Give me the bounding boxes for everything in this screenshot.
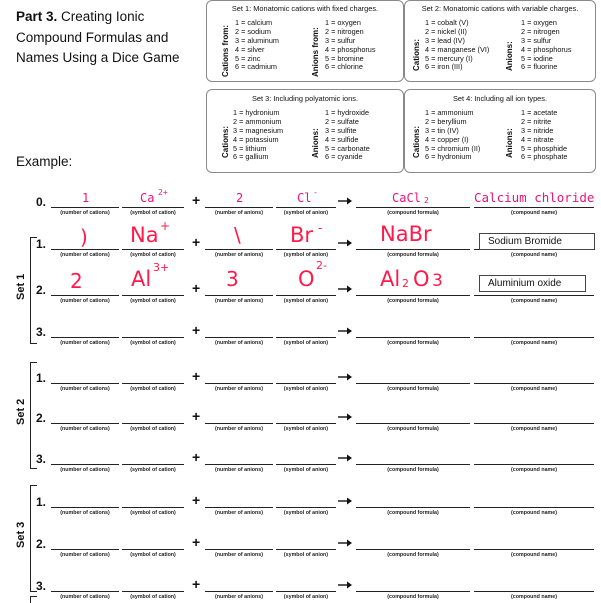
caption-num-anions: (number of anions) [215,386,263,392]
caption-num-anions: (number of anions) [215,210,263,216]
plus-sign: + [192,492,201,508]
set1-anion: 2 = nitrogen [325,26,364,36]
example-num-cations: 1 [82,191,90,205]
handwritten-cation-symbol: Al [131,267,152,291]
answer-blank-name[interactable] [474,591,594,592]
example-cation-symbol: Ca [140,191,155,205]
answer-blank-num-cations[interactable] [51,295,119,296]
set2-cation: 5 = mercury (I) [425,53,473,63]
caption-num-anions: (number of anions) [215,426,263,432]
set3-bracket [30,485,37,592]
set3-box [206,89,404,173]
answer-blank-sym-anion[interactable] [276,464,336,465]
handwritten-num-cations: 2 [70,269,83,293]
set4-cation: 2 = beryllium [425,116,467,126]
arrow-icon [338,534,352,542]
set3-anion: 6 = cyanide [325,152,363,162]
example-num-anions: 2 [236,191,244,205]
handwritten-anion-symbol: Br [290,223,314,247]
set2-anion: 1 = oxygen [521,18,557,27]
caption-sym-cation: (symbol of cation) [130,386,176,392]
arrow-icon [338,192,352,200]
answer-blank-num-anions[interactable] [205,249,273,250]
answer-blank-sym-cation[interactable] [122,383,184,384]
caption-sym-anion: (symbol of anion) [283,552,329,558]
set3-anions-label: Anions: [311,128,320,158]
set2-anion: 4 = phosphorus [521,44,572,54]
set4-anion: 2 = nitrite [521,116,552,126]
set1-cations-label: Cations from: [221,25,230,77]
caption-num-cations: (number of cations) [60,386,110,392]
part-title [16,7,206,69]
compound-row [0,369,601,393]
caption-name: (compound name) [511,510,557,516]
answer-blank-formula[interactable] [356,591,470,592]
set2-box [404,0,596,82]
answer-blank-num-anions[interactable] [205,507,273,508]
set3-cations-label: Cations: [221,126,230,158]
example-anion-symbol: Cl [297,191,312,205]
set3-cation: 5 = lithium [233,143,267,153]
answer-blank-formula[interactable] [356,337,470,338]
caption-name: (compound name) [511,210,557,216]
set4-box [404,89,596,173]
caption-num-cations: (number of cations) [60,510,110,516]
caption-num-cations: (number of cations) [60,426,110,432]
set1-cation: 2 = sodium [235,26,271,36]
answer-blank-formula[interactable] [356,295,470,296]
caption-sym-anion: (symbol of anion) [283,340,329,346]
set3-title: Set 3: Including polyatomic ions. [252,94,358,103]
compound-row [0,219,601,259]
caption-formula: (compound formula) [387,467,439,473]
set4-cation-list [425,109,480,162]
caption-formula: (compound formula) [387,210,439,216]
answer-blank-name[interactable] [474,423,594,424]
answer-blank-formula[interactable] [356,507,470,508]
answer-blank-sym-cation[interactable] [122,507,184,508]
example-cation-charge: 2+ [158,188,168,197]
set4-cation: 3 = tin (IV) [425,125,459,135]
set1-cation-list [235,19,279,72]
set2-anion: 3 = sulfur [521,35,552,45]
caption-sym-cation: (symbol of cation) [130,298,176,304]
answer-blank-num-anions[interactable] [205,464,273,465]
answer-blank-sym-cation[interactable] [122,249,184,250]
caption-sym-anion: (symbol of anion) [283,210,329,216]
caption-formula: (compound formula) [387,594,439,600]
arrow-icon [338,408,352,416]
caption-sym-cation: (symbol of cation) [130,552,176,558]
caption-sym-anion: (symbol of anion) [283,298,329,304]
plus-sign: + [192,234,201,250]
row-number: 0. [36,195,47,209]
answer-blank-name[interactable] [474,464,594,465]
set2-cation: 6 = iron (III) [425,62,463,72]
set1-bracket [30,237,37,344]
handwritten-formula-sub1: 2 [402,277,409,290]
caption-name: (compound name) [511,552,557,558]
example-anion-charge: - [313,188,318,197]
caption-sym-anion: (symbol of anion) [283,386,329,392]
row-number: 2. [36,537,47,551]
answer-blank-num-cations[interactable] [51,549,119,550]
arrow-icon [338,234,352,242]
set1-anions-label: Anions from: [311,27,320,77]
handwritten-formula: NaBr [380,222,432,246]
answer-blank-num-anions[interactable] [205,549,273,550]
caption-num-cations: (number of cations) [60,252,110,258]
caption-num-anions: (number of anions) [215,552,263,558]
answer-blank-formula[interactable] [356,249,470,250]
answer-blank-sym-anion[interactable] [276,207,336,208]
caption-formula: (compound formula) [387,386,439,392]
set4-anion: 6 = phosphate [521,152,568,162]
set4-anion-list [521,109,567,162]
answer-blank-sym-cation[interactable] [122,337,184,338]
answer-blank-num-cations[interactable] [51,423,119,424]
set3-anion: 4 = sulfide [325,134,359,144]
set2-cation: 4 = manganese (VI) [425,44,490,54]
answer-blank-formula[interactable] [356,549,470,550]
set3-label: Set 3 [15,521,27,548]
answer-blank-num-cations[interactable] [51,337,119,338]
set2-anion: 5 = iodine [521,53,553,63]
answer-blank-formula[interactable] [356,383,470,384]
caption-sym-anion: (symbol of anion) [283,510,329,516]
handwritten-anion-charge: 2- [316,259,327,272]
set3-anion: 2 = sulfate [325,116,359,126]
caption-sym-cation: (symbol of cation) [130,426,176,432]
caption-formula: (compound formula) [387,510,439,516]
plus-sign: + [192,192,201,208]
set4-cation: 6 = hydronium [425,152,472,162]
answer-blank-sym-cation[interactable] [122,207,184,208]
caption-name: (compound name) [511,298,557,304]
row-number: 2. [36,411,47,425]
answer-blank-formula[interactable] [356,207,470,208]
answer-blank-num-cations[interactable] [51,464,119,465]
caption-num-anions: (number of anions) [215,298,263,304]
handwritten-cation-symbol: Na [130,223,159,247]
handwritten-num-cations: ) [80,225,88,249]
handwritten-anion-charge: - [318,221,323,235]
set4-title: Set 4: Including all ion types. [452,94,548,103]
arrow-icon [338,322,352,330]
set3-anion: 1 = hydroxide [325,108,370,117]
answer-blank-num-cations[interactable] [51,207,119,208]
caption-name: (compound name) [511,594,557,600]
answer-blank-num-anions[interactable] [205,591,273,592]
caption-name: (compound name) [511,467,557,473]
caption-name: (compound name) [511,252,557,258]
caption-sym-cation: (symbol of cation) [130,594,176,600]
answer-blank-name[interactable] [474,337,594,338]
caption-sym-cation: (symbol of cation) [130,340,176,346]
answer-blank-num-anions[interactable] [205,295,273,296]
caption-name: (compound name) [511,340,557,346]
plus-sign: + [192,322,201,338]
example-formula: CaCl [392,191,421,205]
set4-anions-label: Anions: [505,128,514,158]
compound-name-textbox[interactable]: Aluminium oxide [479,275,586,292]
answer-blank-sym-anion[interactable] [276,337,336,338]
set4-anion: 1 = acetate [521,108,558,117]
handwritten-formula-mid: O [413,267,430,291]
caption-formula: (compound formula) [387,252,439,258]
caption-num-cations: (number of cations) [60,467,110,473]
compound-row [0,535,601,559]
caption-sym-cation: (symbol of cation) [130,252,176,258]
caption-sym-anion: (symbol of anion) [283,594,329,600]
answer-blank-name[interactable] [474,207,594,208]
set1-anion: 5 = bromine [325,53,364,63]
answer-blank-num-cations[interactable] [51,507,119,508]
caption-formula: (compound formula) [387,340,439,346]
set4-anion: 3 = nitride [521,125,554,135]
answer-blank-name[interactable] [474,549,594,550]
set3-cation: 2 = ammonium [233,116,282,126]
set4-anion: 4 = nitrate [521,134,554,144]
set1-cation: 6 = cadmium [235,62,277,72]
answer-blank-num-anions[interactable] [205,383,273,384]
compound-name-textbox[interactable]: Sodium Bromide [479,233,595,250]
example-label: Example: [16,154,73,169]
set1-box [206,0,404,82]
answer-blank-num-cations[interactable] [51,249,119,250]
set2-cation: 1 = cobalt (V) [425,18,469,27]
set2-label: Set 2 [15,398,27,425]
compound-row [0,323,601,347]
set1-label: Set 1 [15,273,27,300]
row-number: 3. [36,452,47,466]
answer-blank-num-anions[interactable] [205,207,273,208]
answer-blank-sym-cation[interactable] [122,295,184,296]
answer-blank-formula[interactable] [356,423,470,424]
compound-row [0,577,601,601]
row-number: 1. [36,371,47,385]
set2-cations-label: Cations: [412,39,421,71]
arrow-icon [338,368,352,376]
plus-sign: + [192,368,201,384]
caption-num-cations: (number of cations) [60,552,110,558]
caption-sym-anion: (symbol of anion) [283,467,329,473]
set4-anion: 5 = phosphide [521,143,568,153]
plus-sign: + [192,449,201,465]
part-number: Part 3. [16,9,58,24]
plus-sign: + [192,534,201,550]
caption-num-cations: (number of cations) [60,298,110,304]
caption-num-anions: (number of anions) [215,594,263,600]
answer-blank-formula[interactable] [356,464,470,465]
set1-cation: 3 = aluminum [235,35,280,45]
handwritten-formula: Al [380,267,401,291]
plus-sign: + [192,576,201,592]
caption-sym-cation: (symbol of cation) [130,510,176,516]
caption-sym-anion: (symbol of anion) [283,252,329,258]
caption-formula: (compound formula) [387,298,439,304]
handwritten-formula-sub2: 3 [432,271,443,291]
set1-cation: 1 = calcium [235,18,273,27]
row-number: 1. [36,495,47,509]
handwritten-anion-symbol: O [298,267,315,291]
set4-cation: 5 = chromium (II) [425,143,481,153]
answer-blank-sym-anion[interactable] [276,295,336,296]
caption-formula: (compound formula) [387,426,439,432]
answer-blank-sym-anion[interactable] [276,549,336,550]
answer-blank-num-anions[interactable] [205,423,273,424]
answer-blank-name[interactable] [474,383,594,384]
arrow-icon [338,492,352,500]
caption-sym-cation: (symbol of cation) [130,210,176,216]
set3-cation: 1 = hydronium [233,108,280,117]
handwritten-num-anions: 3 [226,267,239,291]
set3-anion-list [325,109,370,162]
set2-cation-list [425,19,489,72]
set1-anion-list [325,19,376,72]
answer-blank-sym-cation[interactable] [122,549,184,550]
answer-blank-name[interactable] [474,295,594,296]
caption-num-cations: (number of cations) [60,594,110,600]
row-number: 2. [36,283,47,297]
answer-blank-sym-anion[interactable] [276,383,336,384]
row-number: 3. [36,579,47,593]
example-compound-name: Calcium chloride [474,190,595,205]
answer-blank-sym-cation[interactable] [122,464,184,465]
answer-blank-sym-anion[interactable] [276,591,336,592]
set1-anion: 3 = sulfur [325,35,356,45]
compound-row [0,259,601,305]
set1-title: Set 1: Monatomic cations with fixed charges. [231,4,379,13]
caption-num-anions: (number of anions) [215,252,263,258]
example-formula-subscript: 2 [424,196,429,205]
answer-blank-sym-cation[interactable] [122,423,184,424]
answer-blank-sym-anion[interactable] [276,423,336,424]
handwritten-cation-charge: 3+ [153,261,170,274]
set3-cation: 3 = magnesium [233,125,284,135]
handwritten-num-anions: \ [234,223,241,247]
set2-anion: 2 = nitrogen [521,26,560,36]
caption-num-cations: (number of cations) [60,210,110,216]
caption-sym-cation: (symbol of cation) [130,467,176,473]
caption-formula: (compound formula) [387,552,439,558]
arrow-icon [338,280,352,288]
answer-blank-num-anions[interactable] [205,337,273,338]
set3-cation: 4 = potassium [233,134,279,144]
answer-blank-num-cations[interactable] [51,383,119,384]
caption-name: (compound name) [511,386,557,392]
set1-anion: 1 = oxygen [325,18,361,27]
compound-row [0,450,601,474]
set2-cation: 3 = lead (IV) [425,35,465,45]
set4-cation: 1 = ammonium [425,108,474,117]
answer-blank-sym-anion[interactable] [276,507,336,508]
set2-anion-list [521,19,572,72]
answer-blank-name[interactable] [474,507,594,508]
set1-cation: 4 = silver [235,44,265,54]
part-title-text: Creating Ionic Compound Formulas and Names Using a Dice Game [16,9,180,65]
handwritten-cation-charge: + [160,219,171,233]
caption-sym-anion: (symbol of anion) [283,426,329,432]
caption-name: (compound name) [511,426,557,432]
plus-sign: + [192,280,201,296]
example-row [0,188,601,217]
set1-anion: 6 = chlorine [325,62,363,72]
set2-title: Set 2: Monatomic cations with variable charges. [421,4,579,13]
compound-row [0,493,601,517]
set3-anion: 3 = sulfite [325,125,357,135]
answer-blank-sym-cation[interactable] [122,591,184,592]
set3-cation-list [233,109,283,162]
set1-anion: 4 = phosphorus [325,44,376,54]
set1-cation: 5 = zinc [235,53,261,63]
caption-num-anions: (number of anions) [215,510,263,516]
set2-cation: 2 = nickel (II) [425,26,467,36]
set2-anion: 6 = fluorine [521,62,558,72]
row-number: 3. [36,325,47,339]
compound-row [0,409,601,433]
set3-anion: 5 = carbonate [325,143,370,153]
caption-num-anions: (number of anions) [215,340,263,346]
arrow-icon [338,576,352,584]
row-number: 1. [36,237,47,251]
answer-blank-sym-anion[interactable] [276,249,336,250]
caption-num-anions: (number of anions) [215,467,263,473]
set3-cation: 6 = gallium [233,152,269,162]
plus-sign: + [192,408,201,424]
set2-anions-label: Anions: [505,41,514,71]
set2-bracket [30,362,37,469]
answer-blank-num-cations[interactable] [51,591,119,592]
arrow-icon [338,449,352,457]
set4-cation: 4 = copper (I) [425,134,469,144]
set4-cations-label: Cations: [412,126,421,158]
caption-num-cations: (number of cations) [60,340,110,346]
